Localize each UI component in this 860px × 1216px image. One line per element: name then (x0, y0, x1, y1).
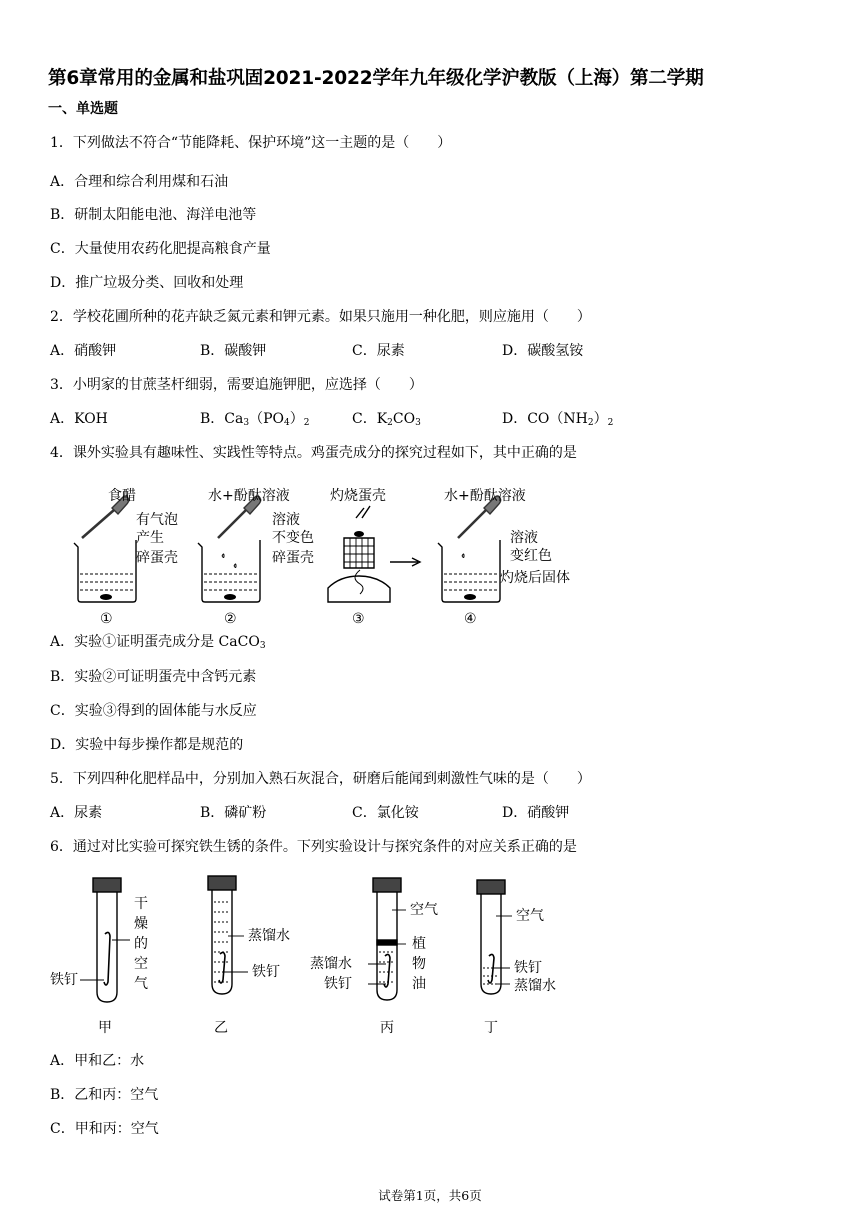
fig4-label-turns-red: 变红色 (510, 548, 552, 564)
fig6-label-water-yi: 蒸馏水 (248, 928, 290, 944)
test-tube-ding-icon (481, 894, 501, 994)
question-4-stem: 4．课外实验具有趣味性、实践性等特点。鸡蛋壳成分的探究过程如下，其中正确的是 (50, 445, 577, 461)
q3c-text1: C．K (352, 411, 388, 427)
q3d-text1: D．CO（NH (502, 411, 588, 427)
q3c-text2: CO (392, 411, 416, 427)
fig6-label-air-bing: 空气 (410, 902, 438, 918)
fig6-label-oil-2: 物 (412, 956, 426, 972)
question-2-option-a[interactable]: A．硝酸钾 (50, 343, 117, 359)
fig4-label-burn-eggshell: 灼烧蛋壳 (330, 488, 386, 504)
fig6-label-oil-3: 油 (412, 976, 426, 992)
question-2-option-b[interactable]: B．碳酸钾 (200, 343, 267, 359)
fig6-name-jia: 甲 (98, 1020, 112, 1036)
page-footer: 试卷第1页，共6页 (378, 1188, 482, 1203)
fig6-label-water-ding: 蒸馏水 (514, 978, 556, 994)
question-4-option-d[interactable]: D．实验中每步操作都是规范的 (50, 737, 244, 753)
fig6-label-water-bing: 蒸馏水 (310, 956, 352, 972)
fig4-label-no-change: 不变色 (272, 530, 314, 546)
question-5-option-b[interactable]: B．磷矿粉 (200, 805, 267, 821)
fig6-label-dry-3: 的 (134, 936, 148, 952)
fig6-label-nail-bing: 铁钉 (324, 976, 352, 992)
fig4-number-4: ④ (464, 611, 477, 627)
q4a-text: A．实验①证明蛋壳成分是 CaCO (50, 634, 260, 650)
fig6-label-oil-1: 植 (412, 936, 426, 952)
fig4-number-2: ② (224, 611, 237, 627)
fig4-label-water-phenol-2: 水+酚酞溶液 (444, 488, 526, 504)
question-6-option-b[interactable]: B．乙和丙：空气 (50, 1087, 159, 1103)
fig4-label-water-phenol-1: 水+酚酞溶液 (208, 488, 290, 504)
question-4-option-a[interactable] (50, 633, 266, 655)
fig6-label-dry-5: 气 (134, 976, 148, 992)
fig6-label-dry-1: 干 (134, 896, 148, 912)
fig4-label-solution-1: 溶液 (272, 512, 300, 528)
fig4-label-bubbles-2: 产生 (136, 530, 164, 546)
question-1-option-a[interactable]: A．合理和综合利用煤和石油 (50, 174, 229, 190)
fig6-label-air-ding: 空气 (516, 908, 544, 924)
test-tube-jia-icon (97, 892, 117, 1002)
question-1-option-d[interactable]: D．推广垃圾分类、回收和处理 (50, 275, 244, 291)
question-1-option-b[interactable]: B．研制太阳能电池、海洋电池等 (50, 207, 257, 223)
q3b-sub1: 3 (243, 418, 250, 428)
question-4-option-c[interactable]: C．实验③得到的固体能与水反应 (50, 703, 257, 719)
alcohol-lamp-icon (328, 576, 390, 602)
question-6-option-c[interactable]: C．甲和丙：空气 (50, 1121, 159, 1137)
fig6-label-nail-jia: 铁钉 (50, 972, 78, 988)
question-6-stem: 6．通过对比实验可探究铁生锈的条件。下列实验设计与探究条件的对应关系正确的是 (50, 839, 577, 855)
question-2-option-c[interactable]: C．尿素 (352, 343, 405, 359)
page-title: 第6章常用的金属和盐巩固2021-2022学年九年级化学沪教版（上海）第二学期 (48, 68, 704, 89)
fig4-label-eggshell-1: 碎蛋壳 (136, 550, 178, 566)
question-5-option-d[interactable]: D．硝酸钾 (502, 805, 570, 821)
q3d-text2: ） (593, 411, 608, 427)
question-1-stem: 1．下列做法不符合“节能降耗、保护环境”这一主题的是（ ） (50, 135, 452, 151)
fig6-label-nail-ding: 铁钉 (514, 960, 542, 976)
fig4-label-solution-2: 溶液 (510, 530, 538, 546)
fig4-number-3: ③ (352, 611, 365, 627)
q3c-sub1: 2 (387, 418, 393, 428)
q3b-text2: （PO (249, 411, 284, 427)
q3b-sub2: 4 (284, 418, 290, 428)
fig4-number-1: ① (100, 611, 113, 627)
question-2-stem: 2．学校花圃所种的花卉缺乏氮元素和钾元素。如果只施用一种化肥，则应施用（ ） (50, 309, 591, 325)
fig6-name-yi: 乙 (214, 1020, 228, 1036)
fig6-name-bing: 丙 (380, 1020, 394, 1036)
iron-rust-experiment-figure (50, 872, 610, 1040)
question-5-option-c[interactable]: C．氯化铵 (352, 805, 419, 821)
question-6-option-a[interactable]: A．甲和乙：水 (50, 1053, 145, 1069)
fig4-label-bubbles-1: 有气泡 (136, 512, 178, 528)
q3b-text1: B．Ca (200, 411, 244, 427)
q3d-sub2: 2 (607, 418, 614, 428)
question-3-option-d[interactable] (502, 410, 613, 432)
question-4-option-b[interactable]: B．实验②可证明蛋壳中含钙元素 (50, 669, 257, 685)
eggshell-experiment-figure (60, 478, 620, 628)
beaker-4-icon (438, 540, 500, 602)
fig4-label-burnt-solid: 灼烧后固体 (500, 570, 570, 586)
beaker-1-icon (74, 540, 136, 602)
question-3-option-c[interactable] (352, 410, 421, 432)
section-heading: 一、单选题 (48, 101, 118, 117)
question-2-option-d[interactable]: D．碳酸氢铵 (502, 343, 584, 359)
question-3-stem: 3．小明家的甘蔗茎杆细弱，需要追施钾肥，应选择（ ） (50, 377, 423, 393)
q3b-sub3: 2 (303, 418, 310, 428)
fig4-label-vinegar: 食醋 (108, 488, 136, 504)
question-5-option-a[interactable]: A．尿素 (50, 805, 103, 821)
q3b-text3: ） (289, 411, 304, 427)
question-3-option-a[interactable]: A．KOH (50, 411, 108, 427)
q3d-sub1: 2 (587, 418, 594, 428)
fig6-label-dry-4: 空 (134, 956, 148, 972)
question-3-option-b[interactable] (200, 410, 309, 432)
fig4-label-eggshell-2: 碎蛋壳 (272, 550, 314, 566)
q3c-sub2: 3 (415, 418, 421, 428)
question-1-option-c[interactable]: C．大量使用农药化肥提高粮食产量 (50, 241, 271, 257)
q4a-sub: 3 (259, 641, 266, 651)
fig6-label-dry-2: 燥 (134, 916, 148, 932)
fig6-label-nail-yi: 铁钉 (252, 964, 280, 980)
question-5-stem: 5．下列四种化肥样品中，分别加入熟石灰混合，研磨后能闻到刺激性气味的是（ ） (50, 771, 591, 787)
fig6-name-ding: 丁 (484, 1020, 498, 1036)
beaker-2-icon (198, 540, 260, 602)
